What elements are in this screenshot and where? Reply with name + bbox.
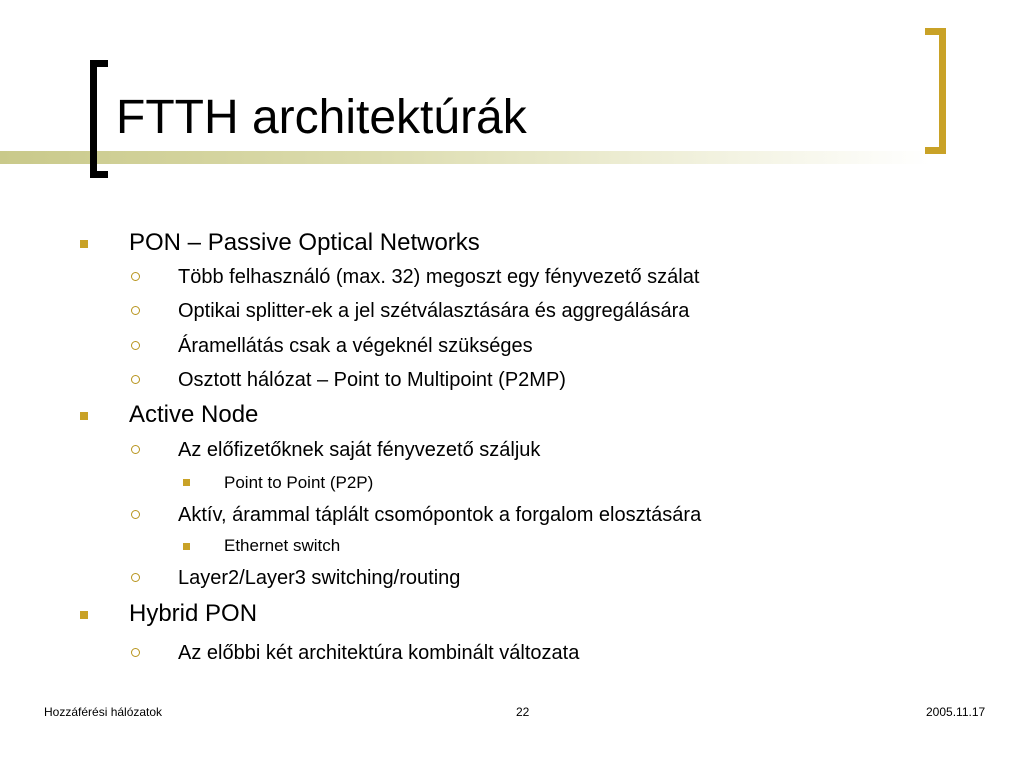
circle-bullet-icon	[131, 573, 140, 582]
bullet-level2: Aktív, árammal táplált csomópontok a forgalom elosztására	[178, 504, 702, 526]
bullet-level3: Point to Point (P2P)	[224, 473, 374, 492]
bullet-level2: Több felhasználó (max. 32) megoszt egy fényvezető szálat	[178, 266, 700, 288]
circle-bullet-icon	[131, 648, 140, 657]
bullet-level2: Osztott hálózat – Point to Multipoint (P2MP)	[178, 369, 566, 391]
bullet-level3: Ethernet switch	[224, 536, 341, 555]
square-bullet-icon	[80, 412, 88, 420]
bullet-level1: Hybrid PON	[129, 600, 258, 627]
left-bracket-decoration	[90, 60, 108, 178]
circle-bullet-icon	[131, 510, 140, 519]
circle-bullet-icon	[131, 306, 140, 315]
bullet-level1: PON – Passive Optical Networks	[129, 229, 480, 256]
square-bullet-icon	[80, 611, 88, 619]
small-square-bullet-icon	[183, 543, 190, 550]
circle-bullet-icon	[131, 341, 140, 350]
small-square-bullet-icon	[183, 479, 190, 486]
slide-title: FTTH architektúrák	[116, 91, 527, 144]
title-decoration-band	[0, 151, 930, 164]
circle-bullet-icon	[131, 445, 140, 454]
footer-title: Hozzáférési hálózatok	[44, 705, 163, 719]
bullet-level2: Áramellátás csak a végeknél szükséges	[178, 335, 533, 357]
footer-page-number: 22	[516, 705, 530, 719]
bullet-level2: Az előbbi két architektúra kombinált változata	[178, 642, 580, 664]
circle-bullet-icon	[131, 375, 140, 384]
circle-bullet-icon	[131, 272, 140, 281]
bullet-level2: Layer2/Layer3 switching/routing	[178, 567, 461, 589]
bullet-level2: Optikai splitter-ek a jel szétválasztására és aggregálására	[178, 300, 690, 322]
bullet-level2: Az előfizetőknek saját fényvezető száljuk	[178, 439, 541, 461]
footer-date: 2005.11.17	[926, 705, 986, 719]
square-bullet-icon	[80, 240, 88, 248]
bullet-level1: Active Node	[129, 401, 259, 428]
right-bracket-decoration	[925, 28, 946, 154]
